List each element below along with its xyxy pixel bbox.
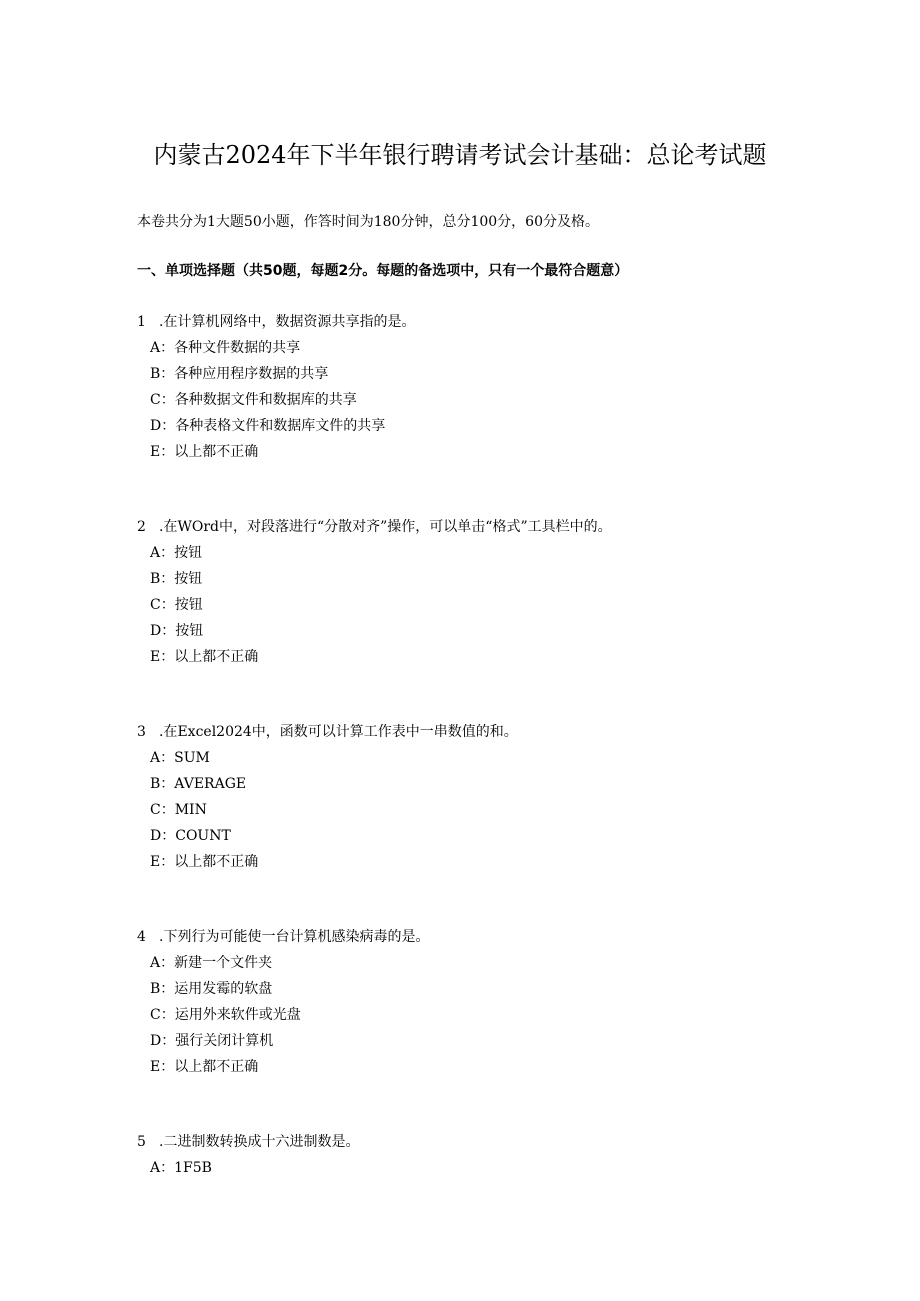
option-text: 强行关闭计算机 [175, 1033, 274, 1049]
option-e [137, 851, 857, 877]
question-2 [137, 516, 857, 672]
option-text: 各种应用程序数据的共享 [174, 366, 329, 382]
option-b [137, 978, 857, 1004]
option-letter: A： [150, 1160, 175, 1176]
option-text: 各种数据文件和数据库的共享 [174, 392, 357, 408]
option-c [137, 594, 857, 620]
option-text: AVERAGE [174, 776, 247, 792]
option-d [137, 415, 857, 441]
option-letter: E： [150, 649, 175, 665]
option-letter: D： [150, 623, 176, 639]
option-d [137, 1030, 857, 1056]
option-b [137, 363, 857, 389]
question-3 [137, 721, 857, 877]
option-a [137, 952, 857, 978]
option-text: 以上都不正确 [174, 854, 259, 870]
question-5 [137, 1131, 857, 1183]
option-a [137, 542, 857, 568]
option-text: 按钮 [174, 597, 203, 613]
option-a [137, 1157, 857, 1183]
question-text: .下列行为可能使一台计算机感染病毒的是。 [159, 929, 430, 945]
option-text: 1F5B [174, 1160, 212, 1176]
option-letter: C： [150, 1007, 175, 1023]
option-letter: D： [150, 1033, 176, 1049]
option-letter: B： [150, 366, 175, 382]
option-text: MIN [174, 802, 207, 818]
option-text: 按钮 [174, 571, 203, 587]
option-text: COUNT [175, 828, 231, 844]
option-letter: B： [150, 776, 175, 792]
option-b [137, 773, 857, 799]
section-heading: 一、单项选择题（共50题，每题2分。每题的备选项中，只有一个最符合题意） [137, 263, 629, 279]
option-d [137, 825, 857, 851]
option-c [137, 799, 857, 825]
option-e [137, 646, 857, 672]
option-letter: A： [150, 955, 175, 971]
document-title: 内蒙古2024年下半年银行聘请考试会计基础：总论考试题 [153, 141, 767, 169]
option-letter: B： [150, 571, 175, 587]
question-text: .在计算机网络中，数据资源共享指的是。 [159, 314, 416, 330]
question-text: .二进制数转换成十六进制数是。 [159, 1134, 360, 1150]
question-number: 3 [137, 724, 146, 740]
option-e [137, 441, 857, 467]
option-d [137, 620, 857, 646]
option-text: 新建一个文件夹 [174, 955, 273, 971]
option-letter: C： [150, 392, 175, 408]
option-text: 各种文件数据的共享 [174, 340, 301, 356]
option-letter: A： [150, 340, 175, 356]
question-text: .在Excel2024中，函数可以计算工作表中一串数值的和。 [159, 724, 518, 740]
option-c [137, 1004, 857, 1030]
option-text: 按钮 [175, 623, 204, 639]
question-number: 1 [137, 314, 146, 330]
option-a [137, 747, 857, 773]
option-text: 按钮 [174, 545, 203, 561]
question-number: 5 [137, 1134, 146, 1150]
question-stem [137, 721, 857, 747]
option-c [137, 389, 857, 415]
question-stem [137, 311, 857, 337]
question-1 [137, 311, 857, 467]
option-letter: E： [150, 854, 175, 870]
option-text: 运用外来软件或光盘 [174, 1007, 301, 1023]
option-e [137, 1056, 857, 1082]
exam-intro: 本卷共分为1大题50小题，作答时间为180分钟，总分100分，60分及格。 [137, 214, 599, 230]
option-letter: B： [150, 981, 175, 997]
question-text: .在WOrd中，对段落进行“分散对齐”操作，可以单击“格式”工具栏中的。 [159, 519, 612, 535]
option-a [137, 337, 857, 363]
option-letter: D： [150, 828, 176, 844]
option-text: 以上都不正确 [174, 1059, 259, 1075]
option-text: 以上都不正确 [174, 444, 259, 460]
option-letter: C： [150, 597, 175, 613]
option-text: SUM [174, 750, 210, 766]
option-letter: E： [150, 1059, 175, 1075]
option-b [137, 568, 857, 594]
question-stem [137, 926, 857, 952]
question-4 [137, 926, 857, 1082]
option-letter: C： [150, 802, 175, 818]
option-letter: D： [150, 418, 176, 434]
option-text: 以上都不正确 [174, 649, 259, 665]
question-number: 4 [137, 929, 146, 945]
question-stem [137, 1131, 857, 1157]
question-number: 2 [137, 519, 146, 535]
question-stem [137, 516, 857, 542]
option-letter: A： [150, 545, 175, 561]
option-text: 各种表格文件和数据库文件的共享 [175, 418, 386, 434]
option-text: 运用发霉的软盘 [174, 981, 273, 997]
option-letter: E： [150, 444, 175, 460]
option-letter: A： [150, 750, 175, 766]
